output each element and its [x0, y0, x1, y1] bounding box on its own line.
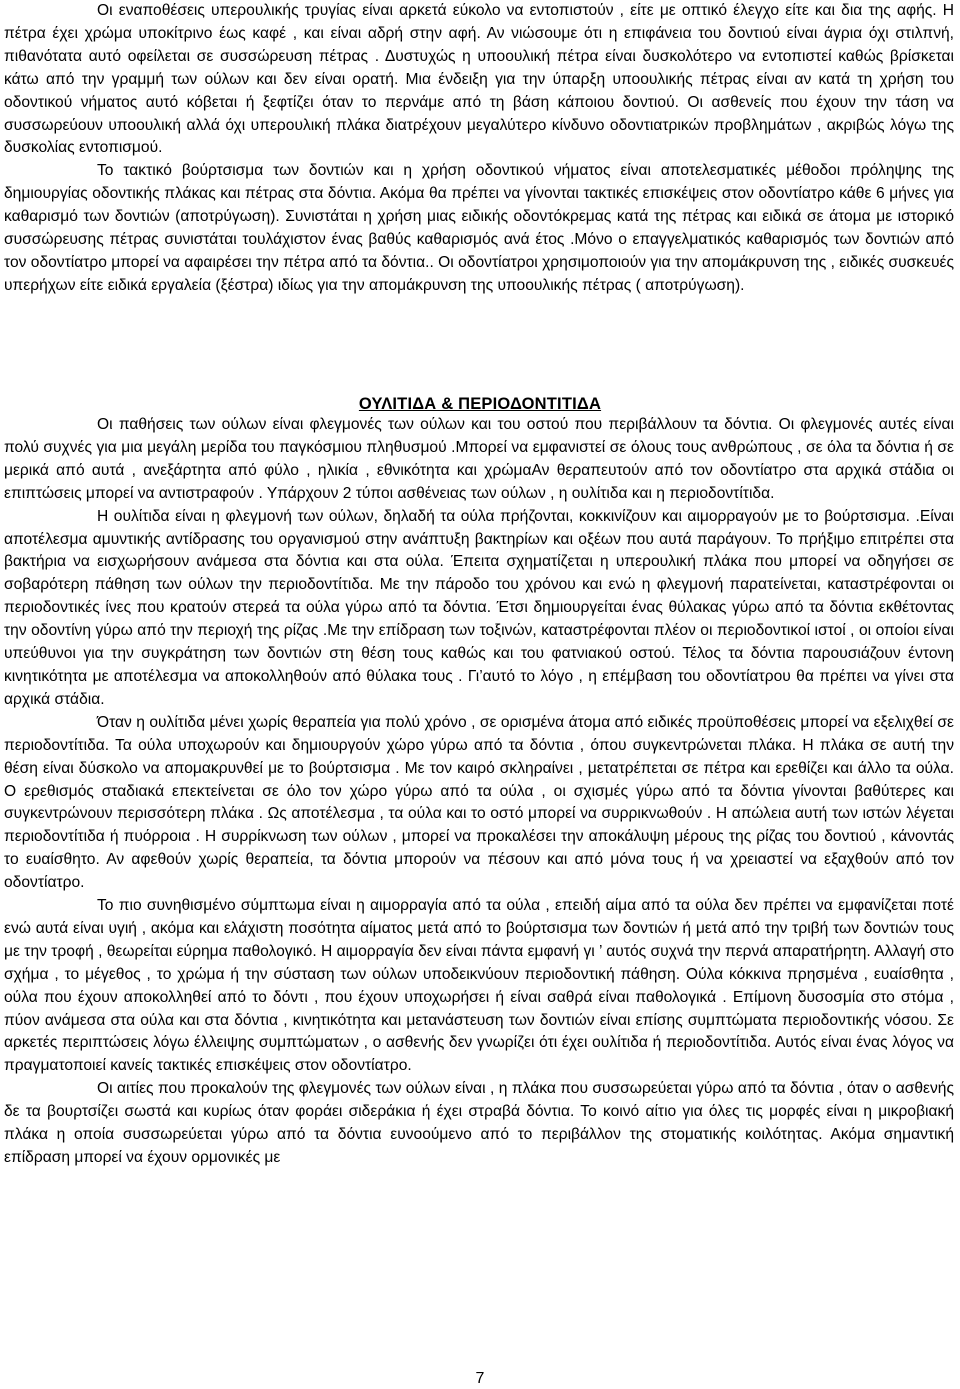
paragraph: Το πιο συνηθισμένο σύμπτωμα είναι η αιμορραγία από τα ούλα , επειδή αίμα από τα ούλα δεν πρέπει να εμφανίζεται ποτέ ενώ αυτά είναι υγιή , ακόμα και ελάχιστη ποσότητα αίματος μετά από το βούρτσισμα των δοντιών ή μετά από την τριβή των δοντιών τους με την τροφή , θεωρείται εύρημα παθολογικό. Η αιμορραγία δεν είναι πάντα εμφανή γι ’ αυτός συχνά την περνά απαρατήρητη. Αλλαγή στο σχήμα , το μέγεθος , το χρώμα ή την σύσταση των ούλων υποδεικνύουν περιοδοντική πάθηση. Ούλα κόκκινα πρησμένα , ευαίσθητα , ούλα που έχουν αποκολληθεί από το δόντι , που έχουν υποχωρήσει ή είναι σαθρά είναι παθολογικά . Επίμονη δυσοσμία στο στόμα , πύον ανάμεσα στα ούλα και στα δόντια , κινητικότητα και μετανάστευση των δοντιών είναι επίσης συμπτώματα περιοδοντικής νόσου. Σε αρκετές περιπτώσεις λόγω έλλειψης συμπτώματων , ο ασθενής δεν γνωρίζει ότι έχει ουλίτιδα ή περιοδοντίτιδα. Αυτός είναι ένας λόγος να πραγματοποιεί κανείς τακτικές επισκέψεις στον οδοντίατρο. — [4, 897, 954, 1075]
section-tartar-detection — [4, 0, 954, 298]
paragraph: Οι αιτίες που προκαλούν της φλεγμονές των ούλων είναι , η πλάκα που συσσωρεύεται γύρω από τα δόντια , όταν ο ασθενής δε τα βουρτσίζει σωστά και κυρίως όταν φοράει σιδεράκια ή έχει στραβά δόντια. Το κοινό αίτιο για όλες τις μορφές είναι η μικροβιακή πλάκα η οποία συσσωρεύεται γύρω από τα δόντια ευνοούμενο από το περιβάλλον της στοματικής κοιλότητας. Ακόμα σημαντική επίδραση μπορεί να έχουν ορμονικές με — [4, 1080, 954, 1166]
paragraph: Η ουλίτιδα είναι η φλεγμονή των ούλων, δηλαδή τα ούλα πρήζονται, κοκκινίζουν και αιμορραγούν με το βούρτσισμα. .Είναι αποτέλεσμα αμυντικής αντίδρασης του οργανισμού στην ανάπτυξη βακτηρίων και οξέων που αυτά παράγουν. Το πρήξιμο επιτρέπει στα βακτήρια να εισχωρήσουν ανάμεσα στα δόντια και στα ούλα. Έπειτα σχηματίζεται η υπερουλική πλάκα που μπορεί να οδηγήσει σε σοβαρότερη πάθηση των ούλων την περιοδοντίτιδα. Με την πάροδο του χρόνου και ενώ η φλεγμονή παρατείνεται, καταστρέφονται οι περιοδοντικές ίνες που κρατούν στερεά τα ούλα γύρω από τα δόντια. Έτσι δημιουργείται ένας θύλακας γύρω από τα δόντια εκθέτοντας την οδοντίνη γύρω από την περιοχή της ρίζας .Με την επίδραση των τοξινών, καταστρέφονται πλέον οι περιοδοντικοί ιστοί , οι οποίοι είναι υπεύθυνοι για την συγκράτηση των δοντιών στη θέση τους καθώς και του φατνιακού οστού. Τέλος τα δόντια παρουσιάζουν έντονη κινητικότητα με αποτέλεσμα να αποκολληθούν από θύλακα τους . Γι’αυτό το λόγο , η επέμβαση του οδοντίατρου θα πρέπει να γίνει στα αρχικά στάδια. — [4, 507, 954, 708]
section-gingivitis-periodontitis — [4, 414, 954, 1170]
paragraph: Οι παθήσεις των ούλων είναι φλεγμονές των ούλων και του οστού που περιβάλλουν τα δόντια. Οι φλεγμονές αυτές είναι πολύ συχνές για μια μεγάλη μερίδα του παγκόσμιου πληθυσμού .Μπορεί να εμφανιστεί σε όλους τους ανθρώπους , σε όλα τα δόντια ή σε μερικά από αυτά , ανεξάρτητα από φύλο , ηλικία , εθνικότητα και χρώμαΑν θεραπευτούν από τον οδοντίατρο στα αρχικά στάδια οι επιπτώσεις μπορεί να αντιστραφούν . Υπάρχουν 2 τύποι ασθένειας των ούλων , η ουλίτιδα και η περιοδοντίτιδα. — [4, 416, 954, 502]
paragraph: Όταν η ουλίτιδα μένει χωρίς θεραπεία για πολύ χρόνο , σε ορισμένα άτομα από ειδικές προϋποθέσεις μπορεί να εξελιχθεί σε περιοδοντίτιδα. Τα ούλα υποχωρούν και δημιουργούν χώρο γύρω από τα δόντια , όπου συγκεντρώνεται πλάκα. Η πλάκα σε αυτή την θέση είναι δύσκολο να απομακρυνθεί με το βούρτσισμα . Με τον καιρό σκληραίνει , μετατρέπεται σε πέτρα και ερεθίζει και άλλο τα ούλα. Ο ερεθισμός σταδιακά επεκτείνεται σε όλο τον χώρο γύρω από τα ούλα , οι σχισμές γύρω από τα δόντια γίνονται βαθύτερες και συγκεντρώνουν περισσότερη πλάκα . Ως αποτέλεσμα , τα ούλα και το οστό μπορεί να συρρικνωθούν . Η απώλεια αυτή των ιστών λέγεται περιοδοντίτιδα ή πυόρροια . Η συρρίκνωση των ούλων , μπορεί να προκαλέσει την αποκάλυψη μέρους της ρίζας του δοντιού , κάνοντάς το ευαίσθητο. Αν αφεθούν χωρίς θεραπεία, τα δόντια μπορούν να πέσουν και από μόνα τους ή να χρειαστεί να εξαχθούν από τον οδοντίατρο. — [4, 713, 954, 892]
paragraph: Το τακτικό βούρτσισμα των δοντιών και η χρήση οδοντικού νήματος είναι αποτελεσματικές μέθοδοι πρόληψης της δημιουργίας οδοντικής πλάκας και πέτρας στα δόντια. Ακόμα θα πρέπει να γίνονται τακτικές επισκέψεις στον οδοντίατρο κάθε 6 μήνες για καθαρισμό των δοντιών (αποτρύγωση). Συνιστάται η χρήση μιας ειδικής οδοντόκρεμας κατά της πέτρας και ειδικά σε άτομα με ιστορικό συσσώρευσης πέτρας συνιστάται τουλάχιστον ένας βαθύς καθαρισμός ανά έτος .Μόνο ο επαγγελματικός καθαρισμός των δοντιών από τον οδοντίατρο μπορεί να αφαιρέσει την πέτρα από τα δόντια.. Οι οδοντίατροι χρησιμοποιούν για την απομάκρυνση της , ειδικές συσκευές υπερήχων είτε ειδικά εργαλεία (ξέστρα) ιδίως για την απομάκρυνση της υποουλικής πέτρας ( αποτρύγωση). — [4, 162, 954, 294]
section-heading: ΟΥΛΙΤΙΔΑ & ΠΕΡΙΟΔΟΝΤΙΤΙΔΑ — [358, 395, 602, 413]
page-number: 7 — [475, 1370, 485, 1387]
paragraph: Οι εναποθέσεις υπερουλικής τρυγίας είναι αρκετά εύκολο να εντοπιστούν , είτε με οπτικό έλεγχο είτε και δια της αφής. Η πέτρα έχει χρώμα υποκίτρινο έως καφέ , και είναι αδρή στην αφή. Αν νιώσουμε ότι η επιφάνεια του δοντιού είναι άγρια όχι στιλπνή, πιθανότατα αυτό οφείλεται σε συσσώρευση πέτρας . Δυστυχώς η υποουλική πέτρα είναι δυσκολότερο να εντοπιστεί καθώς βρίσκεται κάτω από την γραμμή των ούλων και δεν είναι ορατή. Μια ένδειξη για την ύπαρξη υποουλικής πέτρας είναι αν κατά τη χρήση του οδοντικού νήματος αυτό κόβεται ή ξεφτίζει όταν το περνάμε από τη βάση κάποιου δοντιού. Οι ασθενείς που έχουν την τάση να συσσωρεύουν υποουλική αλλά όχι υπερουλική πλάκα διατρέχουν μεγαλύτερο κίνδυνο οδοντιατρικών προβλημάτων , ακριβώς λόγω της δυσκολίας εντοπισμού. — [4, 2, 954, 157]
